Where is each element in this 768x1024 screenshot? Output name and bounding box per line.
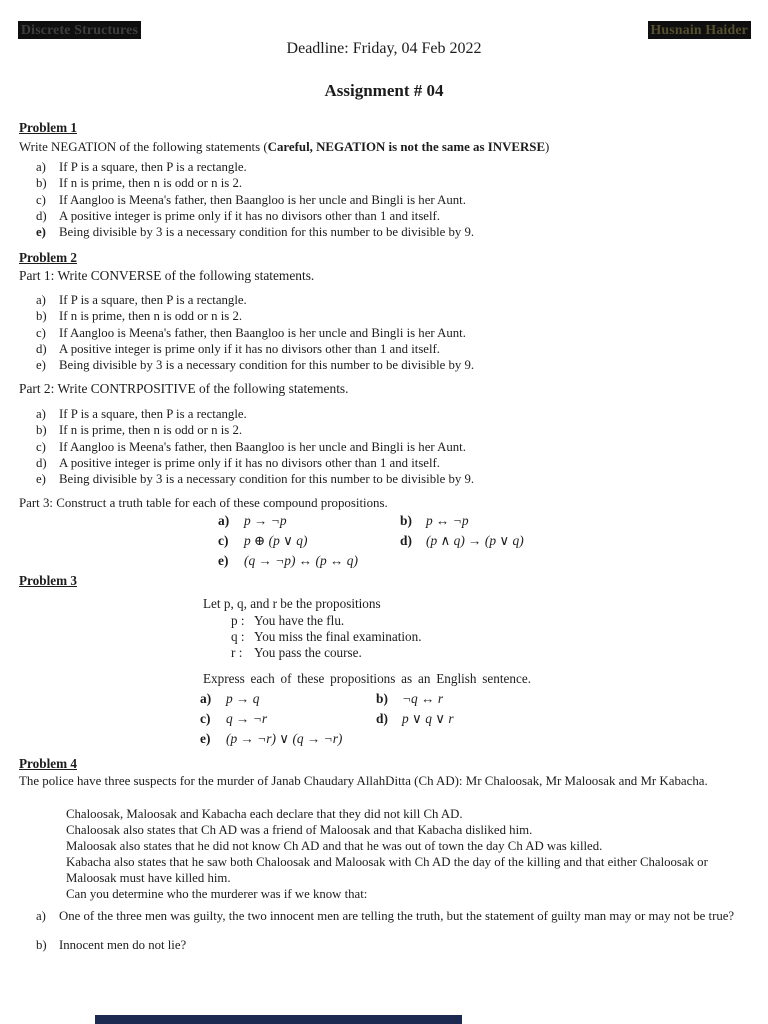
list-item-label: c) xyxy=(36,325,46,340)
list-item xyxy=(36,175,736,191)
statement-line: Can you determine who the murderer was if we know that: xyxy=(66,887,368,902)
list-item-text: p ↔ ¬p xyxy=(426,513,469,528)
list-item-text: p ⊕ (p ∨ q) xyxy=(244,533,308,548)
list-item-label: d) xyxy=(400,533,412,548)
problem3-heading: Problem 3 xyxy=(19,573,77,588)
problem3-express-instruction: Express each of these propositions as an English sentence. xyxy=(203,671,531,686)
list-item-label: b) xyxy=(36,309,47,324)
problem4-question-a xyxy=(36,908,736,954)
list-item-label: c) xyxy=(36,192,46,207)
list-item xyxy=(36,159,736,175)
list-item-label: e) xyxy=(218,553,229,568)
list-item-label: a) xyxy=(200,691,212,706)
list-item xyxy=(36,208,736,224)
list-item-text: You miss the final examination. xyxy=(254,629,422,644)
list-item-text: If Aangloo is Meena's father, then Baangloo is her uncle and Bingli is her Aunt. xyxy=(59,192,466,207)
list-item-text: If n is prime, then n is odd or n is 2. xyxy=(59,423,243,438)
list-item xyxy=(36,937,736,953)
problem2-heading: Problem 2 xyxy=(19,250,77,265)
list-item-label: a) xyxy=(36,160,46,174)
list-item-label: b) xyxy=(36,938,47,953)
list-item xyxy=(200,731,376,748)
problem1-instruction-pre: Write NEGATION of the following statements ( xyxy=(19,140,268,154)
list-item-label: c) xyxy=(218,533,229,548)
list-item-text: Being divisible by 3 is a necessary condition for this number to be divisible by 9. xyxy=(59,225,475,240)
list-item-text: Being divisible by 3 is a necessary condition for this number to be divisible by 9. xyxy=(59,472,475,487)
problem4-intro: The police have three suspects for the murder of Janab Chaudary AllahDitta (Ch AD): Mr Chaloosak, Mr Maloosak and Mr Kabacha. xyxy=(19,774,708,788)
assignment-title: Assignment # 04 xyxy=(324,81,444,100)
list-item xyxy=(218,513,400,530)
problem3-definition-list xyxy=(231,613,422,661)
list-item-text: (p ∧ q) → (p ∨ q) xyxy=(426,533,524,548)
list-item xyxy=(36,455,736,471)
list-item-label: c) xyxy=(36,439,46,454)
list-item-text: p ∨ q ∨ r xyxy=(402,711,454,726)
problem3-formula-list xyxy=(200,691,454,748)
list-item-text: ¬q ↔ r xyxy=(402,691,444,706)
list-item xyxy=(36,357,736,373)
problem1-heading: Problem 1 xyxy=(19,120,77,135)
list-item xyxy=(376,711,454,728)
list-item-label: a) xyxy=(36,909,46,923)
problem2-part3-instruction: Part 3: Construct a truth table for each of these compound propositions. xyxy=(19,496,388,510)
author-name-redacted: Husnain Haider xyxy=(648,21,752,39)
list-item xyxy=(231,629,422,645)
list-item-text: A positive integer is prime only if it has no divisors other than 1 and itself. xyxy=(59,208,441,223)
list-item-text: You have the flu. xyxy=(254,613,345,628)
list-item-text: If n is prime, then n is odd or n is 2. xyxy=(59,176,243,191)
list-item-label: b) xyxy=(376,691,388,706)
list-item xyxy=(36,406,736,422)
list-item-text: You pass the course. xyxy=(254,645,362,660)
list-item xyxy=(231,645,422,661)
list-item-text: p → q xyxy=(226,691,260,706)
list-item xyxy=(36,325,736,341)
list-item-label: d) xyxy=(36,208,47,223)
list-item-label: q : xyxy=(231,629,245,644)
list-item xyxy=(36,308,736,324)
list-item-text: If Aangloo is Meena's father, then Baangloo is her uncle and Bingli is her Aunt. xyxy=(59,325,466,340)
list-item-text: If P is a square, then P is a rectangle. xyxy=(59,160,247,174)
list-item-label: p : xyxy=(231,613,245,628)
list-item-label: b) xyxy=(36,423,47,438)
problem2-part1-list xyxy=(36,292,736,373)
problem2-part3-formula-list xyxy=(218,513,524,570)
list-item-label: a) xyxy=(36,407,46,421)
course-name-redacted: Discrete Structures xyxy=(18,21,141,39)
list-item-text: One of the three men was guilty, the two innocent men are telling the truth, but the statement of guilty man may or may not be true? xyxy=(59,909,735,923)
list-item-label: e) xyxy=(36,358,46,373)
problem2-part1-instruction: Part 1: Write CONVERSE of the following statements. xyxy=(19,268,315,283)
list-item xyxy=(231,613,422,629)
list-item-text: (p → ¬r) ∨ (q → ¬r) xyxy=(226,731,343,746)
list-item xyxy=(36,471,736,487)
list-item-text: A positive integer is prime only if it has no divisors other than 1 and itself. xyxy=(59,455,441,470)
problem1-instruction-warning: Careful, NEGATION is not the same as INVERSE xyxy=(267,140,546,154)
problem2-part2-instruction: Part 2: Write CONTRPOSITIVE of the following statements. xyxy=(19,381,349,396)
list-item-label: b) xyxy=(400,513,412,528)
problem1-instruction xyxy=(19,139,739,155)
list-item-text: Innocent men do not lie? xyxy=(59,938,187,953)
list-item-label: r : xyxy=(231,645,243,660)
list-item-text: If P is a square, then P is a rectangle. xyxy=(59,293,247,307)
list-item-text: If Aangloo is Meena's father, then Baangloo is her uncle and Bingli is her Aunt. xyxy=(59,439,466,454)
problem4-suspect-statements xyxy=(66,806,742,903)
statement-line: Maloosak also states that he did not know Ch AD and that he was out of town the day Ch AD was killed. xyxy=(66,839,603,854)
list-item xyxy=(200,711,376,728)
problem1-statement-list xyxy=(36,159,736,240)
list-item xyxy=(200,691,376,708)
problem4-heading: Problem 4 xyxy=(19,756,77,771)
list-item-label: a) xyxy=(218,513,230,528)
list-item-label: d) xyxy=(36,341,47,356)
list-item-text: If P is a square, then P is a rectangle. xyxy=(59,407,247,421)
list-item-text: p → ¬p xyxy=(244,513,287,528)
list-item-label: d) xyxy=(36,455,47,470)
list-item xyxy=(376,691,454,708)
statement-line: Chaloosak, Maloosak and Kabacha each declare that they did not kill Ch AD. xyxy=(66,807,463,821)
list-item-text: If n is prime, then n is odd or n is 2. xyxy=(59,309,243,324)
list-item-text: A positive integer is prime only if it has no divisors other than 1 and itself. xyxy=(59,341,441,356)
problem3-intro: Let p, q, and r be the propositions xyxy=(203,596,381,611)
list-item-label: e) xyxy=(36,225,46,240)
list-item-label: e) xyxy=(36,472,46,487)
list-item xyxy=(400,533,524,550)
list-item xyxy=(36,224,736,240)
list-item xyxy=(36,341,736,357)
list-item-label: d) xyxy=(376,711,388,726)
list-item-text: Being divisible by 3 is a necessary condition for this number to be divisible by 9. xyxy=(59,358,475,373)
list-item-label: b) xyxy=(36,176,47,191)
list-item xyxy=(36,908,736,924)
list-item xyxy=(400,513,524,530)
list-item-label: c) xyxy=(200,711,211,726)
list-item-text: (q → ¬p) ↔ (p ↔ q) xyxy=(244,553,358,568)
list-item-text: q → ¬r xyxy=(226,711,268,726)
list-item xyxy=(218,553,400,570)
problem2-part2-list xyxy=(36,406,736,487)
list-item xyxy=(36,439,736,455)
problem1-instruction-post: ) xyxy=(545,140,550,154)
statement-line: Kabacha also states that he saw both Chaloosak and Maloosak with Ch AD the day of the killing and that either Chaloosak or Maloosak must have killed him. xyxy=(66,855,708,886)
list-item xyxy=(36,292,736,308)
statement-line: Chaloosak also states that Ch AD was a friend of Maloosak and that Kabacha disliked him. xyxy=(66,823,533,838)
list-item xyxy=(36,192,736,208)
deadline-text: Deadline: Friday, 04 Feb 2022 xyxy=(286,40,482,57)
list-item xyxy=(36,422,736,438)
list-item xyxy=(218,533,400,550)
list-item-label: e) xyxy=(200,731,211,746)
next-page-redaction-bar xyxy=(95,1015,462,1024)
list-item-label: a) xyxy=(36,293,46,307)
